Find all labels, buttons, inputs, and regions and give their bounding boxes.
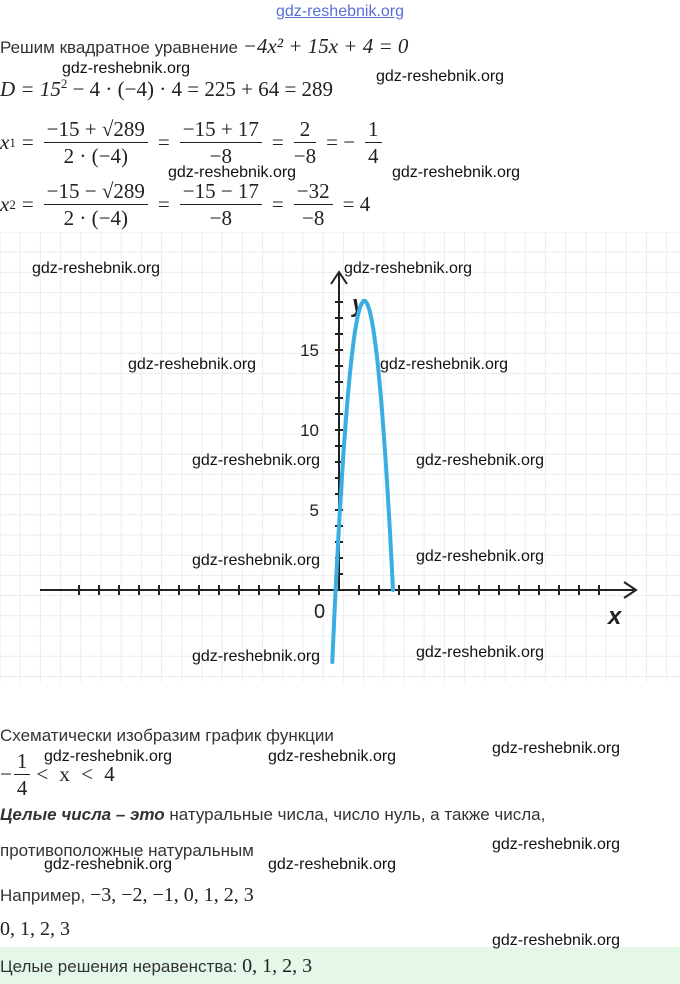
discriminant-rhs: − 4 · (−4) · 4 = 225 + 64 = 289 xyxy=(72,77,334,101)
watermark: gdz-reshebnik.org xyxy=(392,164,521,181)
integers-definition-line2: противоположные натуральным xyxy=(0,841,254,860)
watermark: gdz-reshebnik.org xyxy=(492,932,621,949)
intro-text: Решим квадратное уравнение xyxy=(0,38,239,57)
y-tick-label: 10 xyxy=(300,421,319,440)
x2-subscript: 2 xyxy=(9,196,16,212)
watermark: gdz-reshebnik.org xyxy=(268,856,397,873)
x2-fraction-2: $\frac{-15 - 17}{-8}$ xyxy=(180,178,262,231)
watermark: gdz-reshebnik.org xyxy=(344,260,473,277)
integers-definition-text: натуральные числа, число нуль, а также числа, xyxy=(164,805,546,824)
answer-label: Целые решения неравенства: xyxy=(0,957,238,976)
watermark: gdz-reshebnik.org xyxy=(32,260,161,277)
site-link[interactable]: gdz-reshebnik.org xyxy=(275,3,405,20)
watermark: gdz-reshebnik.org xyxy=(44,856,173,873)
discriminant-lhs: D = 15 xyxy=(0,77,61,101)
watermark: gdz-reshebnik.org xyxy=(168,164,297,181)
y-axis-label: y xyxy=(352,291,366,318)
y-tick-label: 15 xyxy=(300,341,319,360)
watermark: gdz-reshebnik.org xyxy=(380,356,509,373)
integers-definition-bold: Целые числа – это xyxy=(0,805,165,824)
x1-fraction-4: $\frac{1}{4}$ xyxy=(365,116,382,169)
x1-formula: x 1 = $\frac{-15 + √289}{2 \cdot (-4)}$ = $\frac{-15 + 17}{-8}$ = $\frac{2}{-8}$ = − $\frac{1}{4}$ xyxy=(0,116,386,169)
equation: −4x² + 15x + 4 = 0 xyxy=(242,34,409,58)
x1-fraction-2: $\frac{-15 + 17}{-8}$ xyxy=(180,116,262,169)
watermark: gdz-reshebnik.org xyxy=(44,748,173,765)
answer-values: 0, 1, 2, 3 xyxy=(242,955,313,977)
watermark: gdz-reshebnik.org xyxy=(192,452,321,469)
answer-line xyxy=(0,955,312,978)
intro-line xyxy=(0,34,408,59)
y-tick-label: 5 xyxy=(309,501,319,520)
sketch-text: Схематически изобразим график функции xyxy=(0,726,334,745)
discriminant-line xyxy=(0,76,333,102)
watermark: gdz-reshebnik.org xyxy=(416,644,545,661)
x1-result-sign: = − xyxy=(326,130,356,154)
x1-fraction-3: $\frac{2}{-8}$ xyxy=(293,117,317,168)
integers-definition-line1 xyxy=(0,805,545,825)
parabola-graph xyxy=(0,232,680,682)
discriminant-exponent: 2 xyxy=(60,76,68,91)
watermark: gdz-reshebnik.org xyxy=(376,68,505,85)
x2-label: x xyxy=(0,192,10,216)
x-axis-label: x xyxy=(608,603,622,630)
watermark: gdz-reshebnik.org xyxy=(416,452,545,469)
watermark: gdz-reshebnik.org xyxy=(62,60,191,77)
watermark: gdz-reshebnik.org xyxy=(268,748,397,765)
watermark: gdz-reshebnik.org xyxy=(128,356,257,373)
x1-label: x xyxy=(0,130,10,154)
solutions-list: 0, 1, 2, 3 xyxy=(0,918,70,940)
x1-fraction-1: $\frac{-15 + √289}{2 \cdot (-4)}$ xyxy=(44,116,148,169)
x2-fraction-1: $\frac{-15 - √289}{2 \cdot (-4)}$ xyxy=(44,178,148,231)
watermark: gdz-reshebnik.org xyxy=(192,648,321,665)
watermark: gdz-reshebnik.org xyxy=(492,740,621,757)
x2-fraction-3: $\frac{-32}{-8}$ xyxy=(294,178,333,231)
origin-label: 0 xyxy=(314,601,326,623)
x2-formula: x 2 = $\frac{-15 - √289}{2 \cdot (-4)}$ = $\frac{-15 - 17}{-8}$ = $\frac{-32}{-8}$ = 4 xyxy=(0,179,371,230)
watermark: gdz-reshebnik.org xyxy=(416,548,545,565)
watermark: gdz-reshebnik.org xyxy=(492,836,621,853)
inequality-fraction: $\frac{1}{4}$ xyxy=(14,748,31,801)
x2-result: = 4 xyxy=(342,192,371,216)
watermark: gdz-reshebnik.org xyxy=(192,552,321,569)
example-label: Например, xyxy=(0,886,86,905)
inequality-minus: − xyxy=(0,762,12,786)
inequality-rest: < x < 4 xyxy=(36,762,115,786)
x1-subscript: 1 xyxy=(9,134,16,150)
example-values: −3, −2, −1, 0, 1, 2, 3 xyxy=(89,884,254,906)
example-line xyxy=(0,884,254,907)
